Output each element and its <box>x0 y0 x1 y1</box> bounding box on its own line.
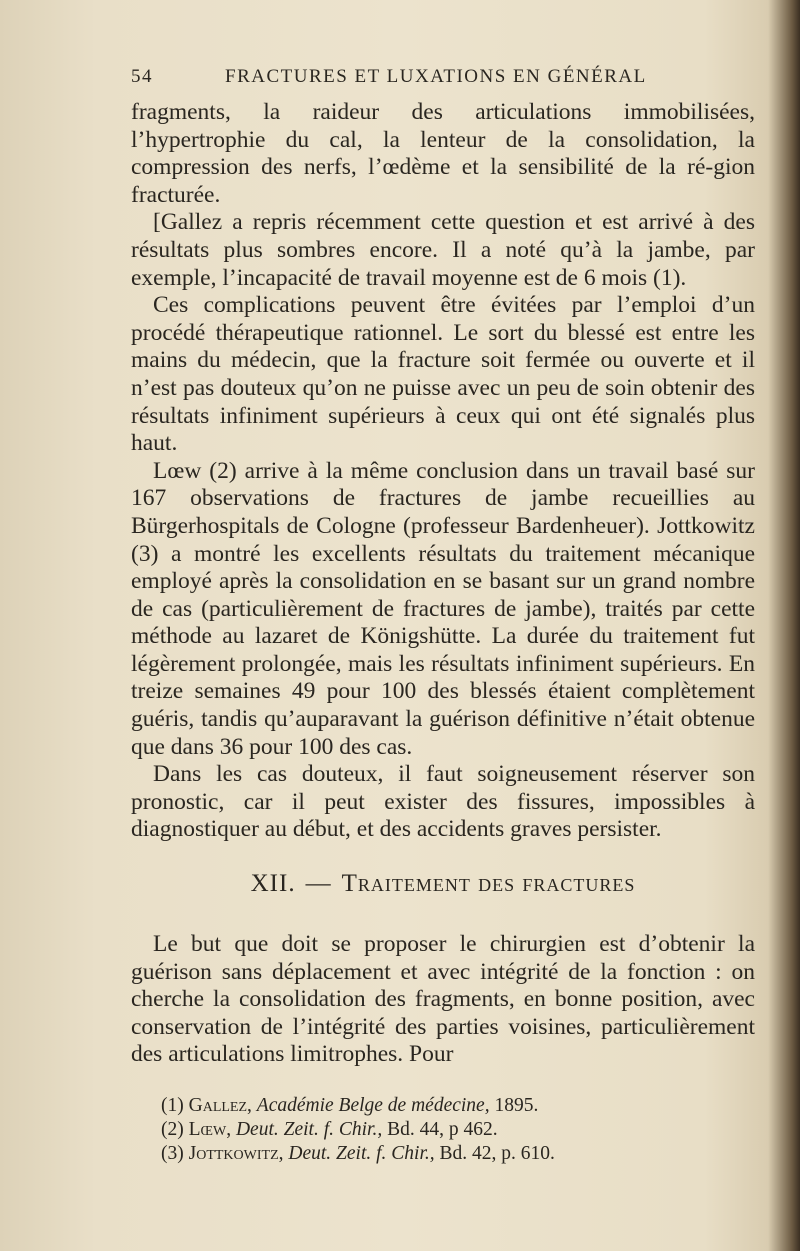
paragraph-traitement: Le but que doit se proposer le chirurgien est d’obtenir la guérison sans déplacement et avec intégrité de la fonction : on cherche la consolidation des fragments, en bonne position, avec conservation de l’intégrité des parties voisines, particulièrement des articulations limitrophes. Pour <box>131 931 755 1068</box>
footnote-work: Deut. Zeit. f. Chir., <box>235 1119 383 1140</box>
section-dash: — <box>305 870 332 897</box>
footnote-ref: Bd. 42, p. 610. <box>439 1143 555 1164</box>
section-heading <box>131 870 755 898</box>
footnote-ref: Bd. 44, p 462. <box>387 1119 498 1140</box>
footnote-3 <box>131 1142 755 1166</box>
section-text <box>131 931 755 1069</box>
footnote-2 <box>131 1118 755 1142</box>
paragraph-complications: Ces complications peuvent être évitées par l’emploi d’un procédé thérapeutique rationnel. Le sort du blessé est entre les mains du médecin, que la fracture soit fermée ou ouverte et il n’est pas douteux qu’on ne puisse avec un peu de soin obtenir des résultats infiniment supérieurs à ceux qui ont été signalés plus haut. <box>131 292 755 457</box>
page-number: 54 <box>131 66 153 87</box>
paragraph-loew: Lœw (2) arrive à la même conclusion dans un travail basé sur 167 observations de fractures de jambe recueillies au Bürgerhospitals de Cologne (professeur Bardenheuer). Jottkowitz (3) a montré les excellents résultats du traitement mécanique employé après la consolidation en se basant sur un grand nombre de cas (particulièrement de fractures de jambe), traités par cette méthode au lazaret de Königshütte. La durée du traitement fut légèrement prolongée, mais les résultats infiniment supérieurs. En treize semaines 49 pour 100 des blessés étaient complètement guéris, tandis qu’auparavant la guérison définitive n’était obtenue que dans 36 pour 100 des cas. <box>131 457 755 760</box>
footnote-work: Deut. Zeit. f. Chir., <box>288 1143 435 1164</box>
footnotes <box>131 1094 755 1166</box>
main-text <box>131 99 755 844</box>
section-title: Traitement des fractures <box>341 870 636 897</box>
running-title: FRACTURES ET LUXATIONS EN GÉNÉRAL <box>225 66 647 87</box>
footnote-author: Lœw, <box>188 1119 232 1140</box>
footnote-marker: (2) <box>161 1119 184 1140</box>
footnote-marker: (1) <box>161 1095 184 1116</box>
footnote-author: Jottkowitz, <box>188 1143 284 1164</box>
footnote-work: Académie Belge de médecine, <box>256 1095 490 1116</box>
paragraph-continuation: fragments, la raideur des articulations immobilisées, l’hypertrophie du cal, la lenteur de la consolidation, la compression des nerfs, l’œdème et la sensibilité de la ré-gion fracturée. <box>131 99 755 208</box>
running-header <box>131 66 755 96</box>
paragraph-pronostic: Dans les cas douteux, il faut soigneusement réserver son pronostic, car il peut exister des fissures, impossibles à diagnostiquer au début, et des accidents graves persister. <box>131 761 755 843</box>
footnote-author: Gallez, <box>188 1095 252 1116</box>
footnote-marker: (3) <box>161 1143 184 1164</box>
footnote-1 <box>131 1094 755 1118</box>
section-number: XII. <box>250 870 296 897</box>
footnote-ref: 1895. <box>494 1095 539 1116</box>
paragraph-gallez: [Gallez a repris récemment cette question et est arrivé à des résultats plus sombres encore. Il a noté qu’à la jambe, par exemple, l’incapacité de travail moyenne est de 6 mois (1). <box>131 209 755 291</box>
